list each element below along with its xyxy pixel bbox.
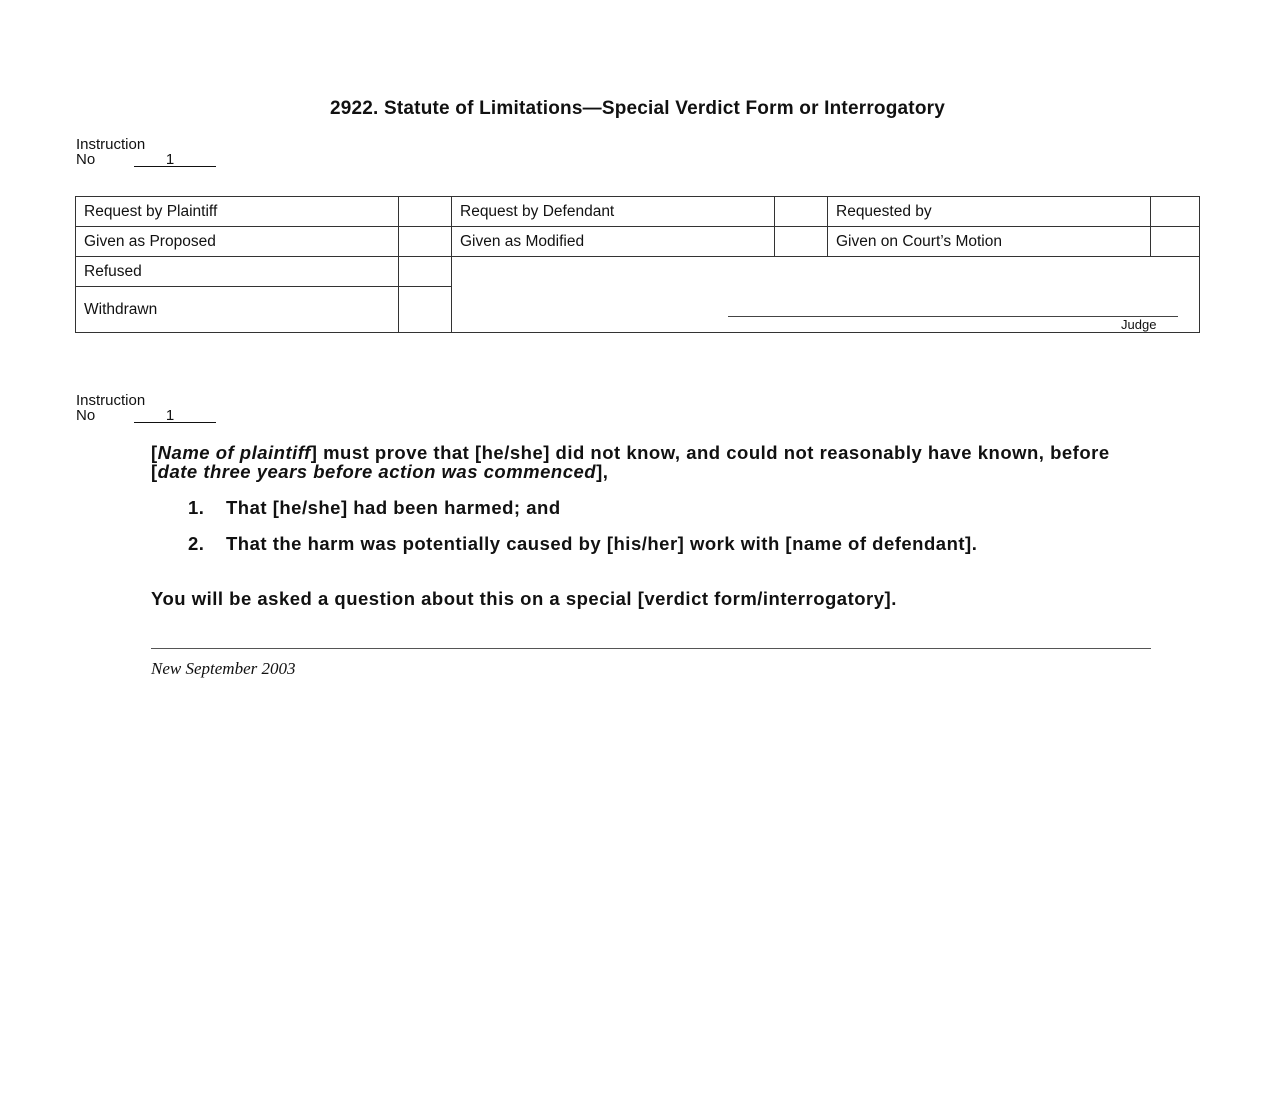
list-item — [188, 534, 1138, 553]
given-as-proposed-label: Given as Proposed — [84, 232, 216, 250]
request-by-plaintiff-checkbox[interactable] — [399, 197, 451, 226]
instruction-intro-paragraph: [Name of plaintiff] must prove that [he/she] did not know, and could not reasonably have known, before [date three years before action was commenced], — [151, 442, 1110, 482]
judge-signature-line[interactable] — [728, 316, 1178, 317]
requested-by-label: Requested by — [836, 202, 932, 220]
refused-label: Refused — [84, 262, 142, 280]
list-item-number: 2. — [188, 533, 205, 554]
list-item-number: 1. — [188, 497, 205, 518]
instruction-status-table — [75, 196, 1200, 333]
instruction-label: Instruction — [76, 136, 146, 153]
instruction-no-label: No — [76, 151, 96, 168]
request-by-plaintiff-label: Request by Plaintiff — [84, 202, 218, 220]
instruction-number-block — [76, 137, 216, 167]
withdrawn-label: Withdrawn — [84, 300, 158, 318]
given-as-modified-checkbox[interactable] — [775, 227, 827, 256]
instruction-number-field-2[interactable]: 1 — [134, 409, 216, 423]
list-item — [188, 498, 1138, 517]
given-on-courts-motion-label: Given on Court’s Motion — [836, 232, 1002, 250]
placeholder-date: date three years before action was commenced — [157, 461, 597, 482]
history-note: New September 2003 — [151, 659, 296, 678]
withdrawn-checkbox[interactable] — [399, 287, 451, 332]
page-title: 2922. Statute of Limitations—Special Verdict Form or Interrogatory — [329, 98, 945, 119]
requested-by-checkbox[interactable] — [1151, 197, 1199, 226]
refused-checkbox[interactable] — [399, 257, 451, 286]
list-item-text: That [he/she] had been harmed; and — [226, 497, 561, 518]
instruction-label-2: Instruction — [76, 392, 146, 409]
instruction-number-block-2 — [76, 393, 216, 423]
instruction-number-field[interactable]: 1 — [134, 153, 216, 167]
list-item-text: That the harm was potentially caused by [his/her] work with [name of defendant]. — [226, 533, 978, 554]
given-as-proposed-checkbox[interactable] — [399, 227, 451, 256]
request-by-defendant-checkbox[interactable] — [775, 197, 827, 226]
placeholder-plaintiff-name: Name of plaintiff — [157, 442, 311, 463]
judge-label: Judge — [1121, 317, 1157, 332]
given-as-modified-label: Given as Modified — [460, 232, 585, 250]
divider — [151, 648, 1151, 649]
closing-paragraph: You will be asked a question about this on a special [verdict form/interrogatory]. — [151, 588, 897, 609]
request-by-defendant-label: Request by Defendant — [460, 202, 615, 220]
instruction-no-label-2: No — [76, 407, 96, 424]
given-on-courts-motion-checkbox[interactable] — [1151, 227, 1199, 256]
